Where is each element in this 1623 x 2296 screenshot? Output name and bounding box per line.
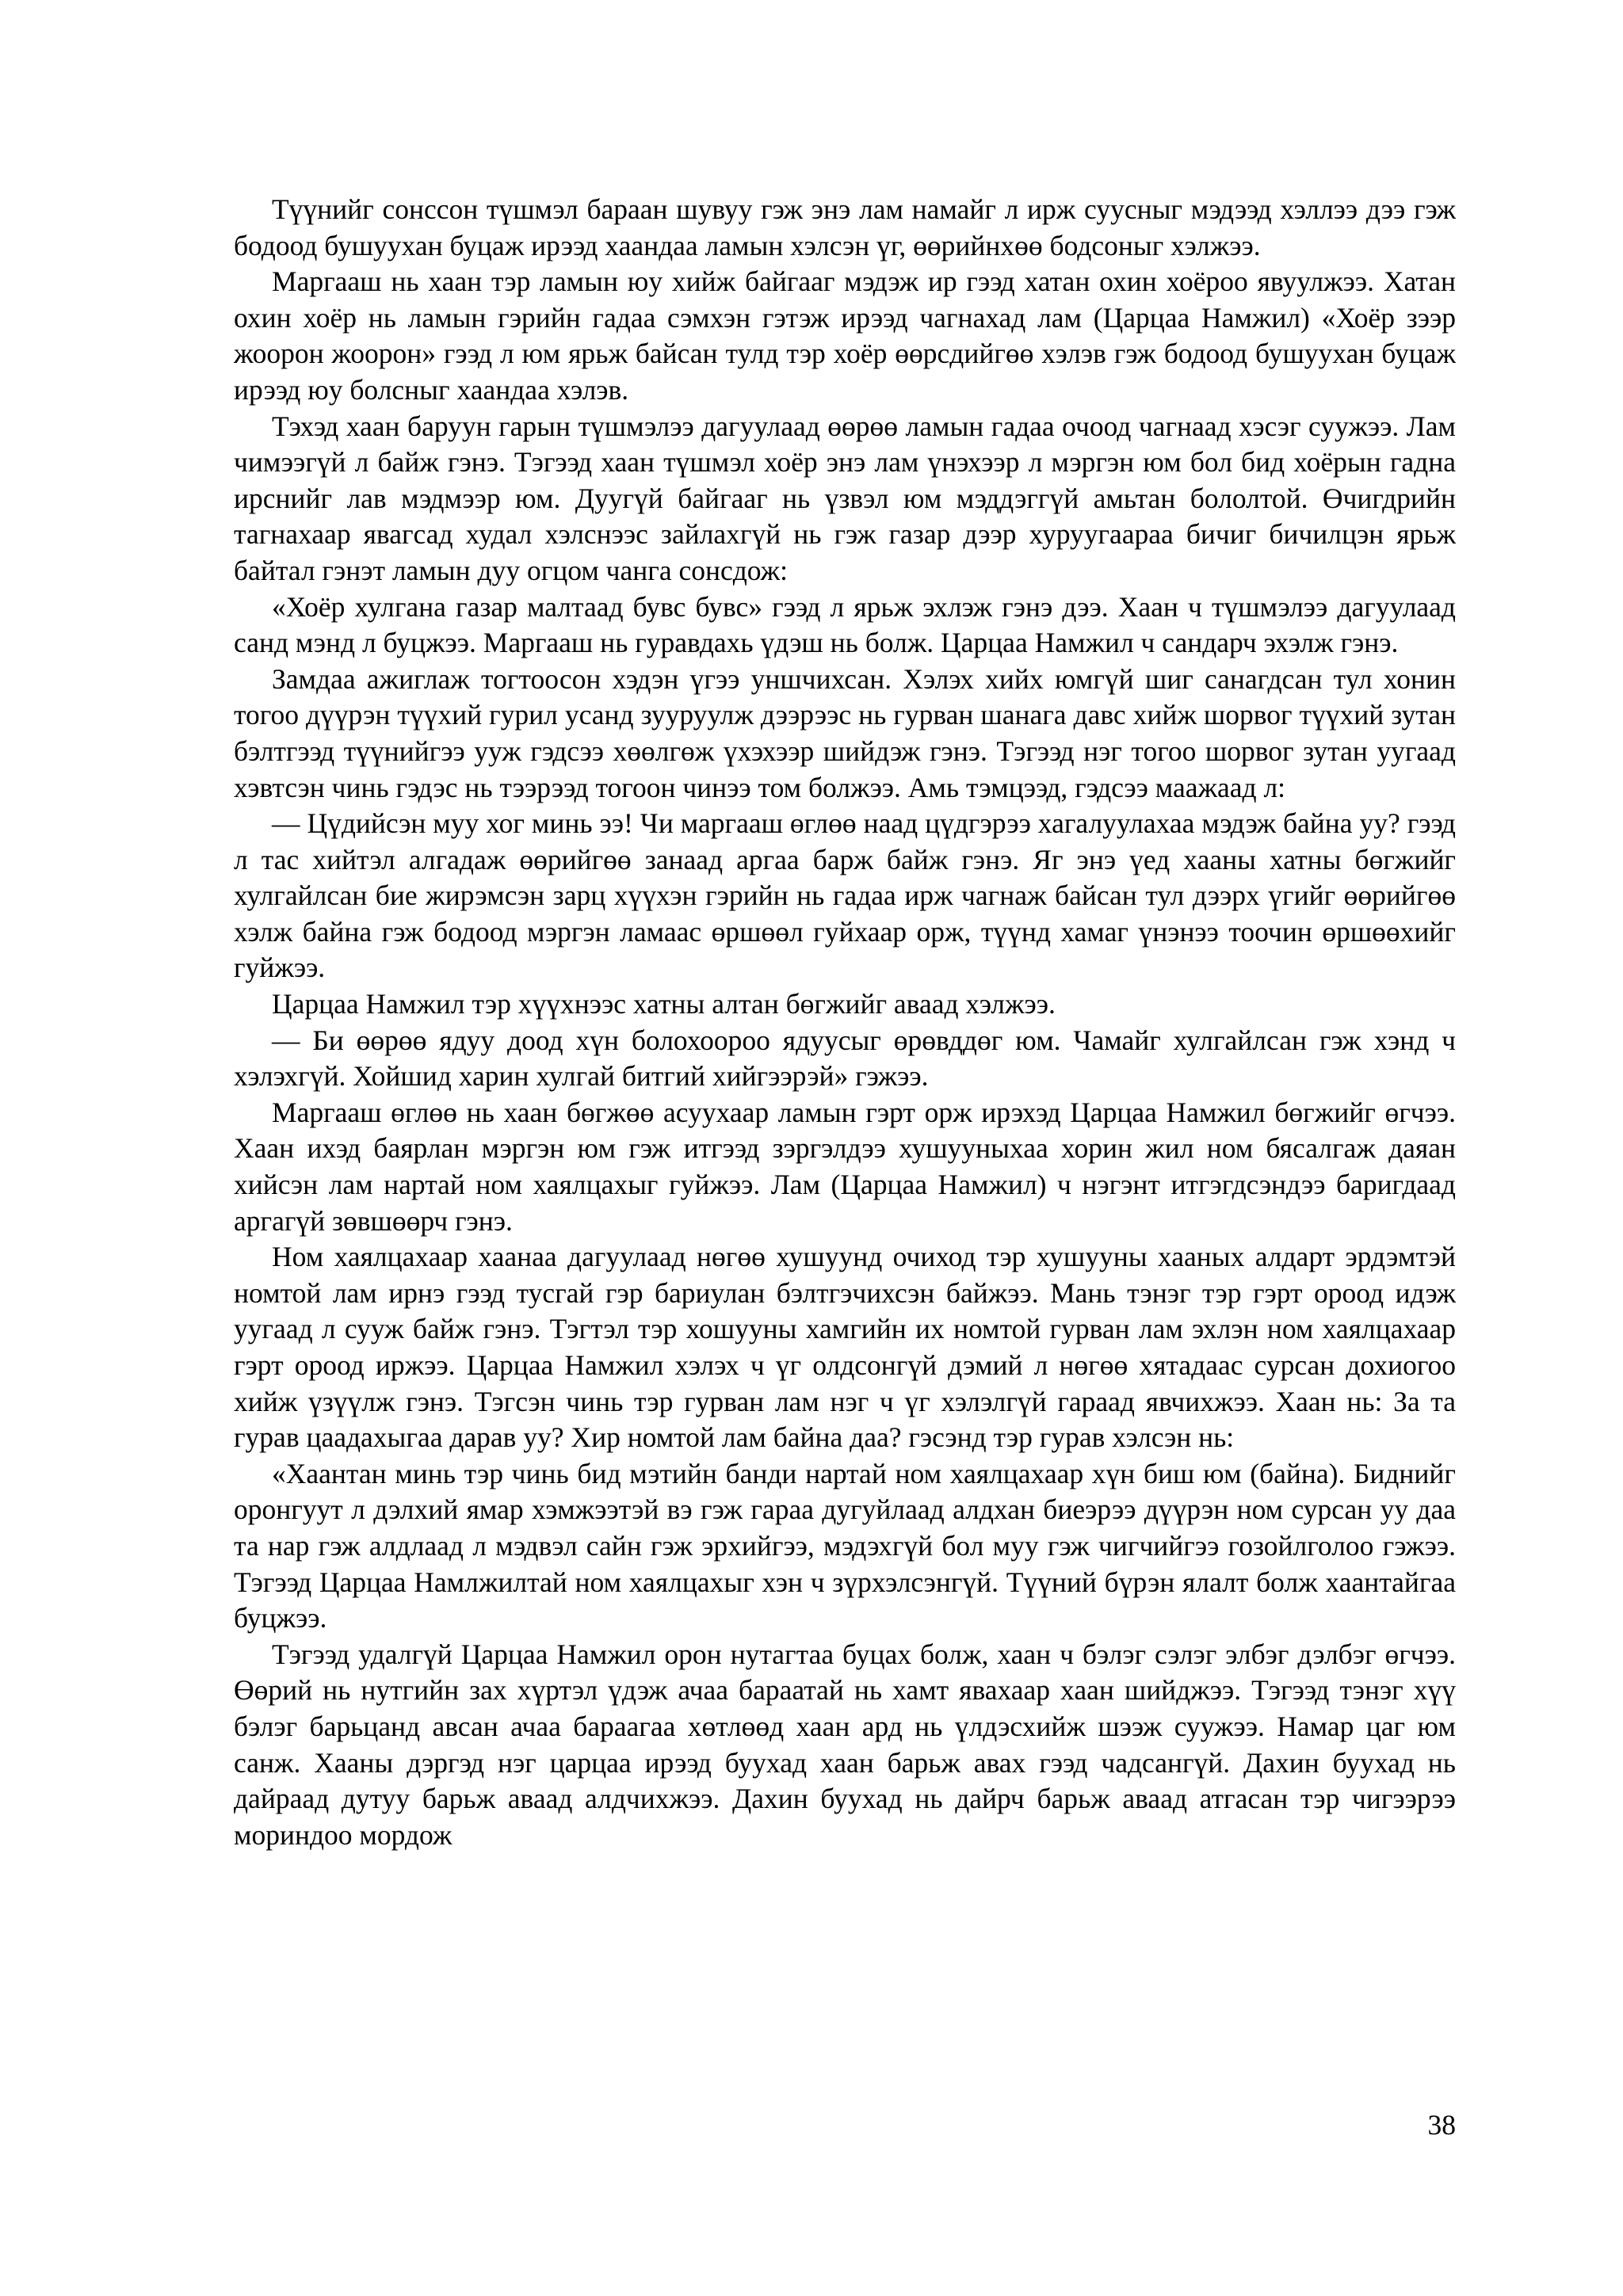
- paragraph: Тэхэд хаан баруун гарын түшмэлээ дагуулаад өөрөө ламын гадаа очоод чагнаад хэсэг суужээ. Лам чимээгүй л байж гэнэ. Тэгээд хаан түшмэл хоёр энэ лам үнэхээр л мэргэн юм бол бид хоёрын гадна ирснийг лав мэдмээр юм. Дуугүй байгааг нь үзвэл юм мэддэггүй амьтан бололтой. Өчигдрийн тагнахаар явагсад худал хэлснээс зайлахгүй нь гэж газар дээр хуруугаараа бичиг бичилцэн ярьж байтал гэнэт ламын дуу огцом чанга сонсдож:: [234, 410, 1456, 586]
- paragraph: Замдаа ажиглаж тогтоосон хэдэн үгээ уншчихсан. Хэлэх хийх юмгүй шиг санагдсан тул хонин тогоо дүүрэн түүхий гурил усанд зууруулж дээрээс нь гурван шанага давс хийж шорвог түүхий зутан бэлтгээд түүнийгээ ууж гэдсээ хөөлгөж үхэхээр шийдэж гэнэ. Тэгээд нэг тогоо шорвог зутан уугаад хэвтсэн чинь гэдэс нь тээрээд тогоон чинээ том болжээ. Амь тэмцээд, гэдсээ маажаад л:: [234, 662, 1456, 803]
- paragraph: — Цүдийсэн муу хог минь ээ! Чи маргааш өглөө наад цүдгэрээ хагалуулахаа мэдэж байна уу? гээд л тас хийтэл алгадаж өөрийгөө занаад аргаа барж байж гэнэ. Яг энэ үед хааны хатны бөгжийг хулгайлсан бие жирэмсэн зарц хүүхэн гэрийн нь гадаа ирж чагнаж байсан тул дээрх үгийг өөрийгөө хэлж байна гэж бодоод мэргэн ламаас өршөөл гуйхаар орж, түүнд хамаг үнэнээ тоочин өршөөхийг гуйжээ.: [234, 807, 1456, 984]
- paragraph: Ном хаялцахаар хаанаа дагуулаад нөгөө хушуунд очиход тэр хушууны хааных алдарт эрдэмтэй номтой лам ирнэ гээд тусгай гэр бариулан бэлтгэчихсэн байжээ. Мань тэнэг тэр гэрт ороод идэж уугаад л сууж байж гэнэ. Тэгтэл тэр хошууны хамгийн их номтой гурван лам эхлэн ном хаялцахаар гэрт ороод иржээ. Царцаа Намжил хэлэх ч үг олдсонгүй дэмий л нөгөө хятадаас сурсан дохиогоо хийж үзүүлж гэнэ. Тэгсэн чинь тэр гурван лам нэг ч үг хэлэлгүй гараад явчихжээ. Хаан нь: За та гурав цаадахыгаа дарав уу? Хир номтой лам байна даа? гэсэнд тэр гурав хэлсэн нь:: [234, 1241, 1456, 1454]
- page-body: [234, 192, 1456, 1853]
- paragraph: Маргааш өглөө нь хаан бөгжөө асуухаар ламын гэрт орж ирэхэд Царцаа Намжил бөгжийг өгчээ. Хаан ихэд баярлан мэргэн юм гэж итгээд зэргэлдээ хушууныхаа хорин жил ном бясалгаж даяан хийсэн лам нартай ном хаялцахыг гуйжээ. Лам (Царцаа Намжил) ч нэгэнт итгэгдсэндээ баригдаад аргагүй зөвшөөрч гэнэ.: [234, 1096, 1456, 1237]
- page-number: 38: [1427, 2109, 1456, 2141]
- paragraph: Царцаа Намжил тэр хүүхнээс хатны алтан бөгжийг аваад хэлжээ.: [272, 988, 1056, 1020]
- paragraph: — Би өөрөө ядуу доод хүн болохоороо ядуусыг өрөвддөг юм. Чамайг хулгайлсан гэж хэнд ч хэлэхгүй. Хойшид харин хулгай битгий хийгээрэй» гэжээ.: [234, 1024, 1456, 1093]
- paragraph: Тэгээд удалгүй Царцаа Намжил орон нутагтаа буцах болж, хаан ч бэлэг сэлэг элбэг дэлбэг өгчээ. Өөрий нь нутгийн зах хүртэл үдэж ачаа бараатай нь хамт явахаар хаан шийджээ. Тэгээд тэнэг хүү бэлэг барьцанд авсан ачаа бараагаа хөтлөөд хаан ард нь үлдэсхийж шээж суужээ. Намар цаг юм санж. Хааны дэргэд нэг царцаа ирээд буухад хаан барьж авах гээд чадсангүй. Дахин буухад нь дайраад дутуу барьж аваад алдчихжээ. Дахин буухад нь дайрч барьж аваад атгасан тэр чигээрээ мориндоо мордож: [234, 1638, 1456, 1851]
- paragraph: «Хоёр хулгана газар малтаад бувс бувс» гээд л ярьж эхлэж гэнэ дээ. Хаан ч түшмэлээ дагуулаад санд мэнд л буцжээ. Маргааш нь гуравдахь үдэш нь болж. Царцаа Намжил ч сандарч эхэлж гэнэ.: [234, 590, 1456, 659]
- paragraph: «Хаантан минь тэр чинь бид мэтийн банди нартай ном хаялцахаар хүн биш юм (байна). Биднийг оронгуут л дэлхий ямар хэмжээтэй вэ гэж гараа дугуйлаад алдхан биеэрээ дүүрэн ном сурсан уу даа та нар гэж алдлаад л мэдвэл сайн гэж эрхийгээ, мэдэхгүй бол муу гэж чигчийгээ гозойлголоо гэжээ. Тэгээд Царцаа Намлжилтай ном хаялцахыг хэн ч зүрхэлсэнгүй. Түүний бүрэн ялалт болж хаантайгаа буцжээ.: [234, 1457, 1456, 1634]
- paragraph: Маргааш нь хаан тэр ламын юу хийж байгааг мэдэж ир гээд хатан охин хоёроо явуулжээ. Хатан охин хоёр нь ламын гэрийн гадаа сэмхэн гэтэж ирээд чагнахад лам (Царцаа Намжил) «Хоёр зээр жоорон жоорон» гээд л юм ярьж байсан тулд тэр хоёр өөрсдийгөө хэлэв гэж бодоод бушуухан буцаж ирээд юу болсныг хаандаа хэлэв.: [234, 265, 1456, 406]
- paragraph: Түүнийг сонссон түшмэл бараан шувуу гэж энэ лам намайг л ирж суусныг мэдээд хэллээ дээ гэж бодоод бушуухан буцаж ирээд хаандаа ламын хэлсэн үг, өөрийнхөө бодсоныг хэлжээ.: [234, 193, 1456, 261]
